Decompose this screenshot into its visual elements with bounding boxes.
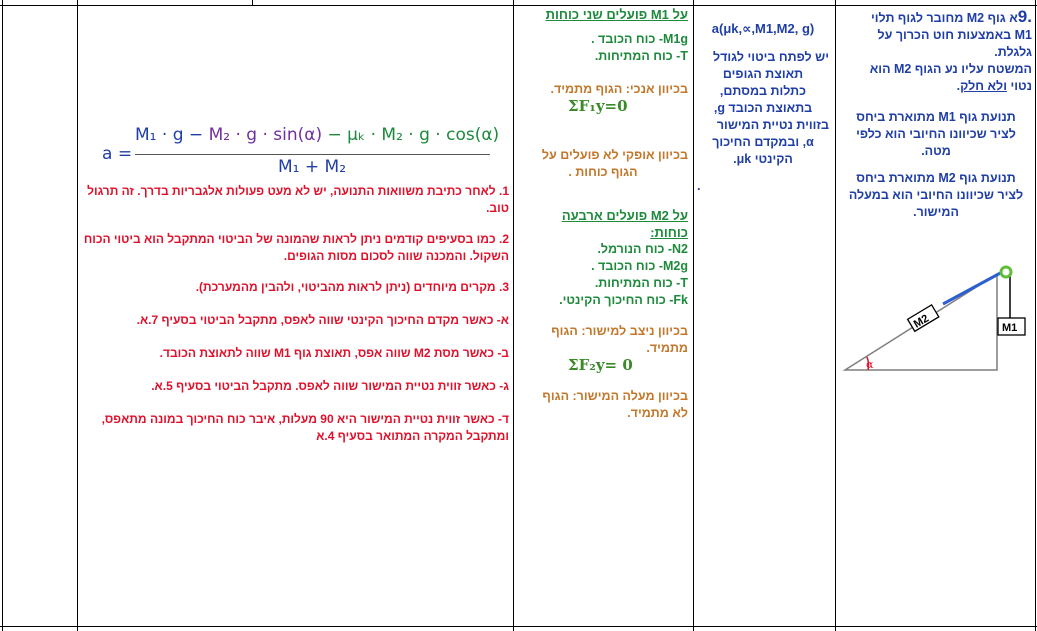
incline-diagram <box>840 260 1035 380</box>
slope-line: המשטח עליו נע הגוף M2 הוא <box>869 62 1032 76</box>
m2-force-item: M2g- כוח הכובד . <box>591 259 688 273</box>
column-divider <box>835 0 836 631</box>
note-item: ב- כאשר מסת M2 שווה אפס, תאוצת גוף M1 שווה לתאוצת הכובד. <box>159 346 509 360</box>
formula-denominator: M₁ + M₂ <box>278 157 347 177</box>
m2-motion-line: לציר שכיוונו החיובי הוא במעלה <box>848 188 1024 202</box>
task-line: בזווית נטיית המישור <box>716 118 829 132</box>
task-line: α, ובמקדם החיכוך <box>712 135 814 149</box>
m1-forces-title: על M1 פועלים שני כוחות <box>545 7 688 22</box>
note-item: ג- כאשר זווית נטיית המישור שווה לאפס. מתקבל הביטוי בסעיף 5.א. <box>151 379 509 393</box>
question-line: א גוף M2 מחובר לגוף תלוי <box>871 11 1018 25</box>
formula-lhs: a = <box>102 144 133 164</box>
m1-force-item: M1g- כוח הכובד . <box>591 32 688 46</box>
pulley <box>1001 267 1011 277</box>
task-header: a(μk,∝,M1,M2, g) <box>711 21 815 36</box>
m2-up-text: בכיוון מעלה המישור: הגוף <box>542 389 688 403</box>
m1-motion-line: לציר שכיוונו החיובי הוא כלפי <box>856 127 1016 141</box>
task-line: כתלות במסתם, <box>719 84 807 98</box>
m1-motion-line: מטה. <box>921 144 951 158</box>
m1-sum-equation: ΣF₁y=0 <box>568 97 628 115</box>
m2-force-item: Fk- כוח החיכוך הקינטי. <box>559 293 688 307</box>
note-item: 3. מקרים מיוחדים (ניתן לראות מהביטוי, ולהבין מהמערכת). <box>195 280 509 294</box>
m1-label: M1 <box>1002 322 1018 334</box>
table-border-bottom <box>0 626 1037 627</box>
m2-motion-line: תנועת גוף M2 מתוארת ביחס <box>856 171 1016 185</box>
notes-cell <box>82 183 509 445</box>
note-item: 1. לאחר כתיבת משוואות התנועה, יש לא מעט פעולות אלגבריות בדרך. זה תרגול טוב. <box>87 184 509 215</box>
question-line: M1 באמצעות חוט הכרוך על <box>877 28 1032 42</box>
task-line: הקינטי μk. <box>733 152 793 166</box>
question-cell <box>840 8 1032 221</box>
numerator-minus: − <box>183 125 209 145</box>
task-line: יש לפתח ביטוי לגודל <box>712 50 829 64</box>
task-line: בתאוצת הכובד g, <box>713 101 813 115</box>
numerator-minus: − <box>322 125 348 145</box>
column-divider <box>252 0 253 6</box>
numerator-term-friction: μₖ · M₂ · g · cos(α) <box>347 125 500 145</box>
task-dot: . <box>697 179 701 193</box>
numerator-term-m1g: M₁ · g <box>135 125 184 145</box>
column-divider <box>77 0 78 631</box>
m1-vertical-text: בכיוון אנכי: הגוף מתמיד. <box>550 82 688 96</box>
formula-numerator <box>135 125 499 145</box>
slope-line <box>840 78 1032 95</box>
question-text <box>840 8 1032 27</box>
note-item: ד- כאשר זווית נטיית המישור היא 90 מעלות, איבר כוח החיכוך במונה מתאפס, ומתקבל המקרה המתואר בסעיף 4.א <box>101 412 509 443</box>
numerator-term-sin: M₂ · g · sin(α) <box>208 125 323 145</box>
forces-cell <box>518 6 688 422</box>
m2-forces-title: כוחות: <box>650 225 688 240</box>
slope-period: . <box>956 79 961 93</box>
column-divider <box>513 0 514 631</box>
table-border-left <box>2 0 3 631</box>
m2-force-item: N2- כוח הנורמל. <box>597 242 688 256</box>
m1-horizontal-text: בכיוון אופקי לא פועלים על <box>541 148 688 162</box>
note-item: א- כאשר מקדם החיכוך הקינטי שווה לאפס, מתקבל הביטוי בסעיף 7.א. <box>136 313 509 327</box>
m2-perp-text: בכיוון ניצב למישור: הגוף <box>551 324 688 338</box>
m1-horizontal-text: הגוף כוחות . <box>568 165 638 179</box>
m2-forces-title: על M2 פועלים ארבעה <box>561 208 688 223</box>
acceleration-formula <box>100 122 500 182</box>
m1-force-item: T- כוח המתיחות. <box>594 49 688 63</box>
column-divider <box>693 0 694 631</box>
question-number: .9 <box>1017 7 1032 26</box>
m2-sum-equation: ΣF₂y= 0 <box>568 356 633 374</box>
m1-motion-line: תנועת גוף M1 מתוארת ביחס <box>856 110 1016 124</box>
m2-force-item: T- כוח המתיחות. <box>594 276 688 290</box>
slope-word-not-smooth: ולא חלק <box>960 79 1007 93</box>
fraction-bar <box>135 154 490 155</box>
note-item: 2. כמו בסעיפים קודמים ניתן לראות שהמונה של הביטוי המתקבל הוא ביטוי הכוח השקול. והמכנה שווה לסכום מסות הגופים. <box>83 232 509 263</box>
slope-word-inclined: נטוי <box>1010 79 1032 93</box>
task-cell <box>697 20 829 195</box>
question-line: גלגלת. <box>994 45 1032 59</box>
table-border-right <box>1035 0 1036 631</box>
m2-motion-line: המישור. <box>913 205 959 219</box>
m2-perp-text: מתמיד. <box>646 341 688 355</box>
m2-label: M2 <box>911 312 931 331</box>
task-line: תאוצת הגופים <box>722 67 804 81</box>
angle-label: α <box>866 358 874 371</box>
m2-up-text: לא מתמיד. <box>627 406 688 420</box>
